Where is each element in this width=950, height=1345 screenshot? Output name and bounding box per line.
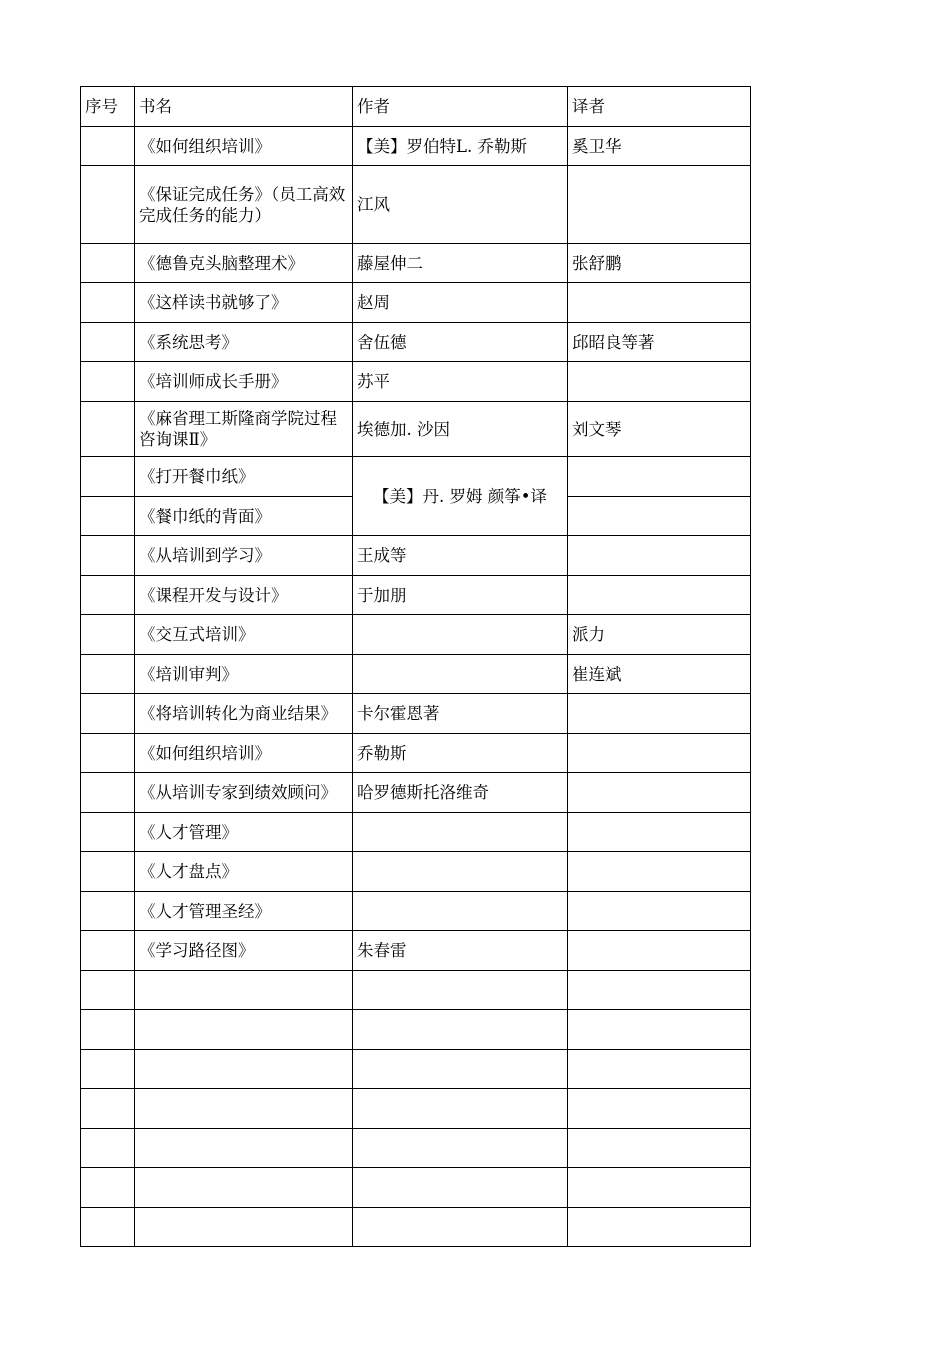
cell-translator: 奚卫华 — [568, 127, 751, 166]
cell-author — [353, 1208, 568, 1247]
cell-title: 《打开餐巾纸》 — [135, 457, 353, 497]
cell-title: 《人才管理》 — [135, 813, 353, 852]
cell-translator — [568, 497, 751, 536]
table-row — [81, 655, 751, 694]
cell-author: 哈罗德斯托洛维奇 — [353, 773, 568, 813]
cell-index — [81, 971, 135, 1010]
table-row — [81, 1010, 751, 1050]
cell-title: 《培训师成长手册》 — [135, 362, 353, 402]
table-row — [81, 931, 751, 971]
table-row — [81, 283, 751, 323]
cell-title — [135, 1208, 353, 1247]
header-title: 书名 — [135, 87, 353, 127]
cell-translator: 邱昭良等著 — [568, 323, 751, 362]
cell-index — [81, 283, 135, 323]
cell-author — [353, 1089, 568, 1129]
cell-translator — [568, 1089, 751, 1129]
cell-index — [81, 402, 135, 457]
cell-author — [353, 852, 568, 892]
cell-title: 《人才盘点》 — [135, 852, 353, 892]
header-author: 作者 — [353, 87, 568, 127]
cell-index — [81, 1089, 135, 1129]
header-index: 序号 — [81, 87, 135, 127]
table-row — [81, 813, 751, 852]
table-row — [81, 457, 751, 497]
cell-translator — [568, 1050, 751, 1089]
cell-author: 乔勒斯 — [353, 734, 568, 773]
table-row — [81, 734, 751, 773]
cell-translator — [568, 1010, 751, 1050]
cell-index — [81, 166, 135, 244]
cell-translator — [568, 362, 751, 402]
cell-translator — [568, 1129, 751, 1168]
table-row — [81, 323, 751, 362]
cell-index — [81, 931, 135, 971]
cell-translator — [568, 813, 751, 852]
cell-translator — [568, 852, 751, 892]
cell-title: 《培训审判》 — [135, 655, 353, 694]
cell-author: 苏平 — [353, 362, 568, 402]
cell-index — [81, 734, 135, 773]
cell-title: 《如何组织培训》 — [135, 127, 353, 166]
cell-author: 朱春雷 — [353, 931, 568, 971]
table-row — [81, 1208, 751, 1247]
cell-author: 赵周 — [353, 283, 568, 323]
cell-index — [81, 1050, 135, 1089]
cell-author: 【美】丹. 罗姆 颜筝•译 — [353, 457, 568, 536]
cell-author — [353, 655, 568, 694]
cell-title: 《系统思考》 — [135, 323, 353, 362]
table-row — [81, 244, 751, 283]
cell-translator: 刘文琴 — [568, 402, 751, 457]
cell-translator — [568, 734, 751, 773]
cell-index — [81, 576, 135, 615]
cell-title — [135, 1089, 353, 1129]
cell-author: 【美】罗伯特L. 乔勒斯 — [353, 127, 568, 166]
table-row — [81, 1129, 751, 1168]
cell-title: 《保证完成任务》（员工高效完成任务的能力） — [135, 166, 353, 244]
cell-author — [353, 813, 568, 852]
cell-index — [81, 694, 135, 734]
cell-translator — [568, 166, 751, 244]
cell-author — [353, 971, 568, 1010]
cell-index — [81, 244, 135, 283]
cell-index — [81, 323, 135, 362]
cell-translator: 派力 — [568, 615, 751, 655]
cell-index — [81, 536, 135, 576]
cell-author — [353, 1010, 568, 1050]
table-row — [81, 1050, 751, 1089]
cell-author — [353, 1050, 568, 1089]
table-row — [81, 615, 751, 655]
cell-translator — [568, 773, 751, 813]
cell-translator — [568, 892, 751, 931]
cell-author — [353, 615, 568, 655]
table-row — [81, 166, 751, 244]
cell-title: 《课程开发与设计》 — [135, 576, 353, 615]
cell-translator — [568, 971, 751, 1010]
cell-index — [81, 127, 135, 166]
cell-translator — [568, 576, 751, 615]
cell-author: 舍伍德 — [353, 323, 568, 362]
cell-index — [81, 655, 135, 694]
cell-index — [81, 615, 135, 655]
table-row — [81, 536, 751, 576]
table-row — [81, 892, 751, 931]
cell-title — [135, 971, 353, 1010]
cell-title: 《从培训专家到绩效顾问》 — [135, 773, 353, 813]
cell-title: 《这样读书就够了》 — [135, 283, 353, 323]
table-row — [81, 971, 751, 1010]
cell-title — [135, 1129, 353, 1168]
cell-translator — [568, 1208, 751, 1247]
cell-index — [81, 457, 135, 497]
cell-translator — [568, 931, 751, 971]
cell-title — [135, 1050, 353, 1089]
cell-title: 《将培训转化为商业结果》 — [135, 694, 353, 734]
table-row — [81, 1089, 751, 1129]
cell-author — [353, 1129, 568, 1168]
cell-author: 藤屋伸二 — [353, 244, 568, 283]
header-row — [81, 87, 751, 127]
table-row — [81, 127, 751, 166]
cell-title — [135, 1168, 353, 1208]
cell-index — [81, 1208, 135, 1247]
cell-index — [81, 852, 135, 892]
cell-title: 《从培训到学习》 — [135, 536, 353, 576]
table-row — [81, 1168, 751, 1208]
table-row — [81, 576, 751, 615]
cell-index — [81, 892, 135, 931]
cell-author: 江风 — [353, 166, 568, 244]
cell-title — [135, 1010, 353, 1050]
cell-author: 王成等 — [353, 536, 568, 576]
cell-title: 《德鲁克头脑整理术》 — [135, 244, 353, 283]
cell-index — [81, 362, 135, 402]
cell-translator — [568, 694, 751, 734]
cell-index — [81, 1010, 135, 1050]
cell-translator: 崔连斌 — [568, 655, 751, 694]
header-translator: 译者 — [568, 87, 751, 127]
cell-title: 《餐巾纸的背面》 — [135, 497, 353, 536]
cell-index — [81, 773, 135, 813]
cell-index — [81, 1168, 135, 1208]
cell-translator: 张舒鹏 — [568, 244, 751, 283]
cell-author: 于加朋 — [353, 576, 568, 615]
cell-title: 《人才管理圣经》 — [135, 892, 353, 931]
cell-author: 卡尔霍恩著 — [353, 694, 568, 734]
cell-index — [81, 497, 135, 536]
table-row — [81, 362, 751, 402]
table-row — [81, 402, 751, 457]
cell-author — [353, 1168, 568, 1208]
cell-index — [81, 1129, 135, 1168]
cell-title: 《如何组织培训》 — [135, 734, 353, 773]
book-list-table — [80, 86, 751, 1247]
cell-translator — [568, 536, 751, 576]
cell-index — [81, 813, 135, 852]
cell-author: 埃德加. 沙因 — [353, 402, 568, 457]
table-row — [81, 773, 751, 813]
cell-author — [353, 892, 568, 931]
cell-translator — [568, 283, 751, 323]
cell-title: 《学习路径图》 — [135, 931, 353, 971]
cell-translator — [568, 457, 751, 497]
table-row — [81, 852, 751, 892]
cell-translator — [568, 1168, 751, 1208]
table-row — [81, 694, 751, 734]
cell-title: 《麻省理工斯隆商学院过程咨询课Ⅱ》 — [135, 402, 353, 457]
cell-title: 《交互式培训》 — [135, 615, 353, 655]
